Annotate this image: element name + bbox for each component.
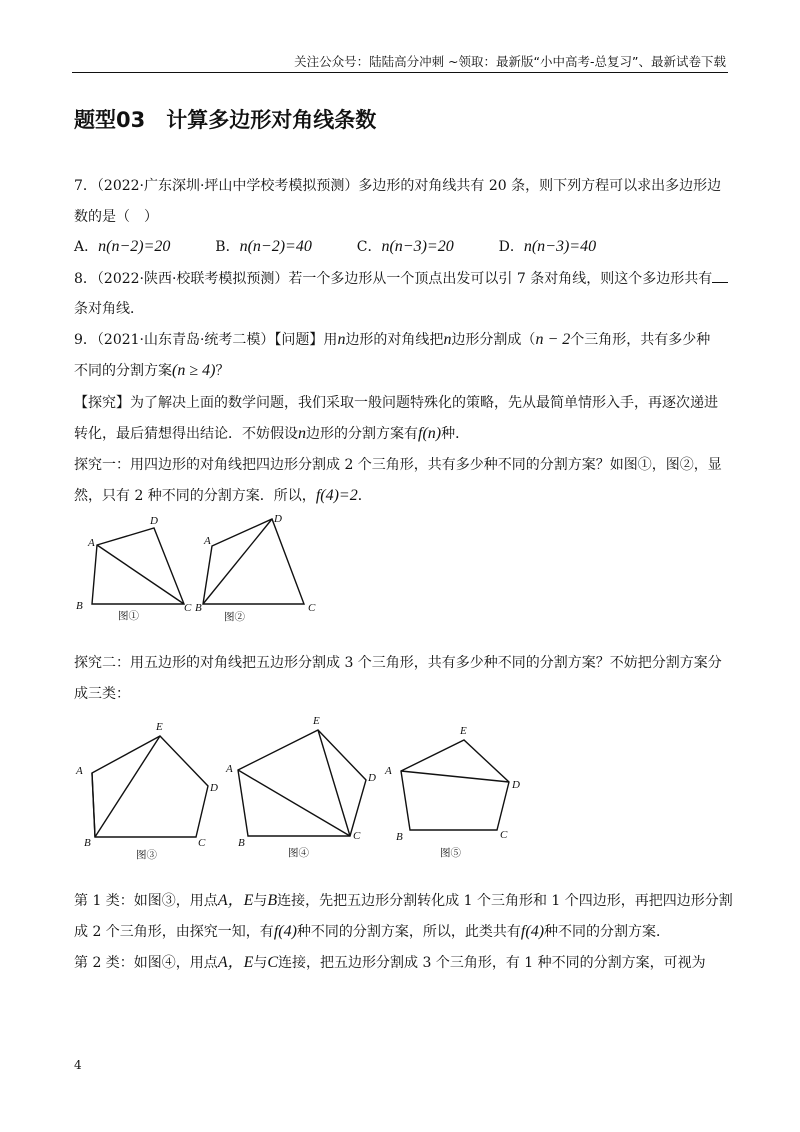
fig5-label-b: B <box>396 831 403 843</box>
fig3-label-b: B <box>84 837 91 849</box>
figure-3 <box>70 716 220 861</box>
q8-line-1: 8．（2022·陕西·校联考模拟预测）若一个多边形从一个顶点出发可以引 7 条对角线，则这个多边形共有 <box>74 268 728 289</box>
fig4-label-c: C <box>353 830 361 842</box>
section-title: 题型03 计算多边形对角线条数 <box>74 108 377 132</box>
fig2-label-c: C <box>308 602 316 614</box>
explore-one-line-2: 然，只有 2 种不同的分割方案．所以，f(4)=2． <box>74 487 372 504</box>
fig4-label-d: D <box>368 772 376 784</box>
fig3-label-c: C <box>198 837 206 849</box>
case-1-line-2: 成 2 个三角形，由探究一知，有f(4)种不同的分割方案，所以，此类共有f(4)种不同的分割方案． <box>74 923 671 940</box>
fig2-label-d: D <box>274 513 282 525</box>
fig3-caption: 图③ <box>136 850 157 861</box>
fig1-label-d: D <box>150 515 158 527</box>
fig2-label-b: B <box>195 602 202 614</box>
fig1-caption: 图① <box>118 611 139 622</box>
q9-line-1: 9．（2021·山东青岛·统考二模）【问题】用n边形的对角线把n边形分割成（n − 2个三角形，共有多少种 <box>74 331 711 348</box>
q7-option-c: C．n(n−3)=20 <box>356 238 454 255</box>
fig5-label-a: A <box>385 765 392 777</box>
q9-line-2: 不同的分割方案(n ≥ 4)？ <box>74 362 230 379</box>
explore-one-line-1: 探究一：用四边形的对角线把四边形分割成 2 个三角形，共有多少种不同的分割方案？如图①，图②，显 <box>74 457 722 473</box>
fig4-caption: 图④ <box>288 848 309 859</box>
figure-5 <box>384 718 534 860</box>
fig5-label-d: D <box>512 779 520 791</box>
fig1-label-a: A <box>88 537 95 549</box>
q8-line-2: 条对角线． <box>74 301 144 317</box>
fig4-label-a: A <box>226 763 233 775</box>
explore-two-line-2: 成三类： <box>74 686 130 702</box>
q7-line-1: 7．（2022·广东深圳·坪山中学校考模拟预测）多边形的对角线共有 20 条，则下列方程可以求出多边形边 <box>74 178 722 194</box>
fig2-label-a: A <box>204 535 211 547</box>
case-2-line-1: 第 2 类：如图④，用点A，E与C连接，把五边形分割成 3 个三角形，有 1 种不同的分割方案，可视为 <box>74 954 706 971</box>
fig5-label-c: C <box>500 829 508 841</box>
q8-answer-blank <box>712 268 728 283</box>
fig4-label-e: E <box>313 715 320 727</box>
figure-4 <box>222 708 382 860</box>
q7-option-d: D．n(n−3)=40 <box>498 238 597 255</box>
q7-options <box>74 237 596 257</box>
header-rule <box>72 72 728 73</box>
fig3-label-d: D <box>210 782 218 794</box>
fig2-caption: 图② <box>224 612 245 623</box>
page-number: 4 <box>74 1058 82 1072</box>
explore-line-1: 【探究】为了解决上面的数学问题，我们采取一般问题特殊化的策略，先从最简单情形入手，再逐次递进 <box>74 395 718 411</box>
q7-option-a: A．n(n−2)=20 <box>74 238 171 255</box>
q7-option-b: B．n(n−2)=40 <box>215 238 312 255</box>
page-header: 关注公众号：陆陆高分冲刺 ~领取：最新版“小中高考-总复习”、最新试卷下载 <box>294 54 726 69</box>
fig5-caption: 图⑤ <box>440 848 461 859</box>
explore-two-line-1: 探究二：用五边形的对角线把五边形分割成 3 个三角形，共有多少种不同的分割方案？不妨把分割方案分 <box>74 655 722 671</box>
fig4-label-b: B <box>238 837 245 849</box>
q7-line-2: 数的是（ ） <box>74 209 158 225</box>
fig3-label-e: E <box>156 721 163 733</box>
fig5-label-e: E <box>460 725 467 737</box>
figure-1 <box>70 512 200 627</box>
case-1-line-1: 第 1 类：如图③，用点A，E与B连接，先把五边形分割转化成 1 个三角形和 1 个四边形，再把四边形分割 <box>74 892 733 909</box>
figure-2 <box>196 506 326 626</box>
fig1-label-b: B <box>76 600 83 612</box>
explore-line-2: 转化，最后猜想得出结论．不妨假设n边形的分割方案有f(n)种． <box>74 425 470 442</box>
fig1-label-c: C <box>184 602 192 614</box>
fig3-label-a: A <box>76 765 83 777</box>
